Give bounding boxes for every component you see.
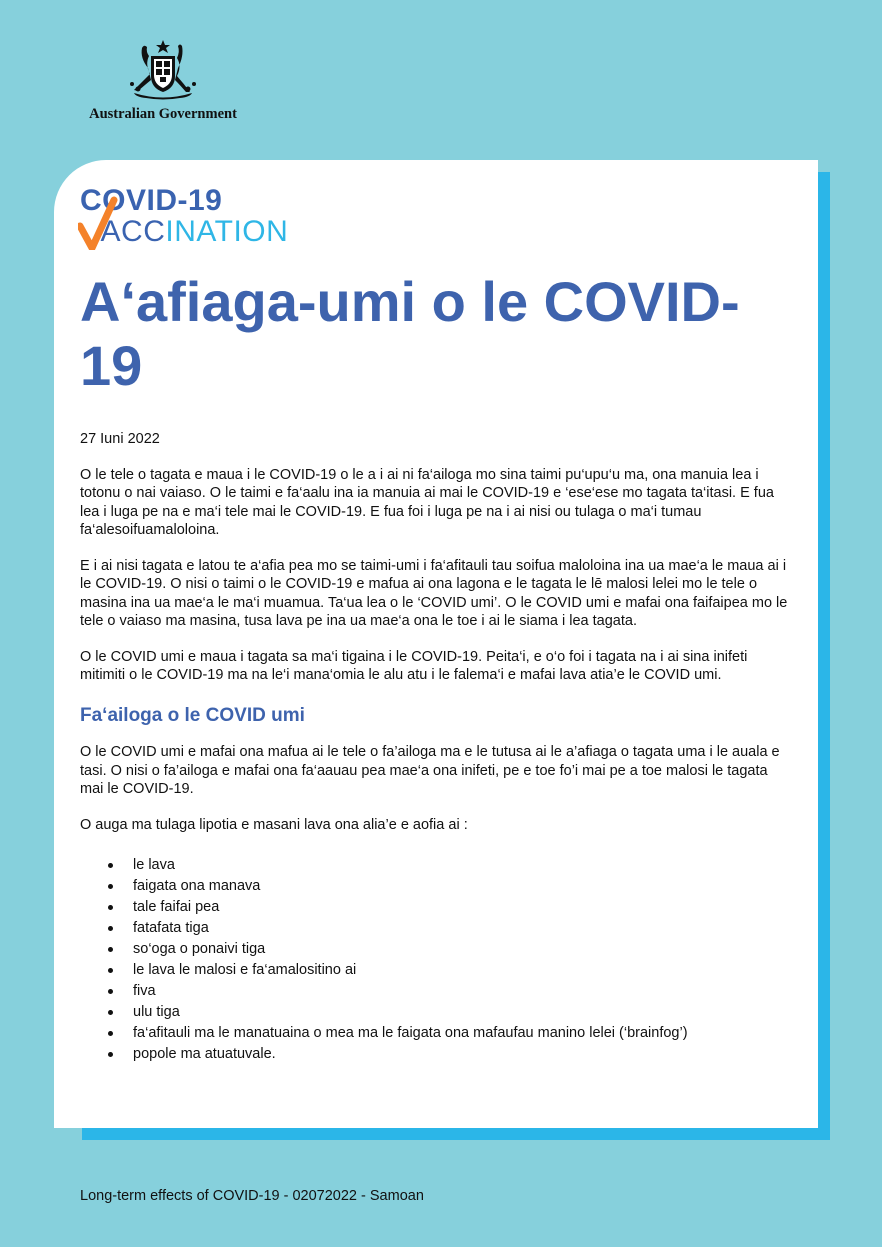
list-item: popole ma atuatuvale. xyxy=(108,1044,794,1065)
section-paragraph-1: O le COVID umi e mafai ona mafua ai le tele o fa’ailoga ma e le tutusa ai le a’afiaga o tagata uma i le auala e tasi. O nisi o fa’ailoga e mafai ona fa‘aauau pea mae‘a ona inifeti, pe e toe fo’i mai pe a toe malosi le tagata mai le COVID-19. xyxy=(80,744,780,797)
logo-line-covid: COVID-19 xyxy=(80,184,223,217)
symptom-list xyxy=(80,855,794,1065)
coat-of-arms-icon xyxy=(120,38,206,102)
government-branding xyxy=(80,38,246,123)
logo-acc: ACC xyxy=(100,215,166,248)
list-item: le lava le malosi e fa‘amalositino ai xyxy=(108,960,794,981)
document-date: 27 Iuni 2022 xyxy=(80,431,160,447)
section-heading: Fa‘ailoga o le COVID umi xyxy=(80,704,305,726)
document-body xyxy=(80,430,794,1065)
paragraph-3: O le COVID umi e maua i tagata sa ma‘i tigaina i le COVID-19. Peita‘i, e o‘o foi i tagata na i ai sina inifeti mitimiti o le COVID-19 ma na le‘i mana‘omia le alu atu i le falema‘i e mafai lava atia’e le COVID umi. xyxy=(80,648,748,683)
checkmark-icon xyxy=(78,196,118,250)
government-label: Australian Government xyxy=(89,106,237,122)
list-item: ulu tiga xyxy=(108,1002,794,1023)
page-title: A‘afiaga-umi o le COVID-19 xyxy=(80,270,740,397)
covid-vaccination-logo xyxy=(80,186,288,248)
paragraph-2: E i ai nisi tagata e latou te a‘afia pea mo se taimi-umi i fa‘afitauli tau soifua maloloina ina ua mae‘a le maua ai i le COVID-19. O nisi o taimi o le COVID-19 e mafua ai ona lagona e le tagata le lē malosi lelei mo le tele o masina ina ua mae‘a le ma‘i muamua. Ta‘ua lea o le ‘COVID umi’. O le COVID umi e mafai ona faifaipea mo le tele o vaiaso ma masina, tusa lava pe ina ua mae‘a ona le toe i ai le siama i lea tagata. xyxy=(80,557,788,629)
list-item: tale faifai pea xyxy=(108,897,794,918)
list-item: so‘oga o ponaivi tiga xyxy=(108,939,794,960)
section-paragraph-2: O auga ma tulaga lipotia e masani lava ona alia’e e aofia ai : xyxy=(80,816,468,833)
logo-line-vaccination xyxy=(80,216,288,248)
list-item: fa‘afitauli ma le manatuaina o mea ma le faigata ona mafaufau manino lelei (‘brainfog’) xyxy=(108,1023,794,1044)
paragraph-1: O le tele o tagata e maua i le COVID-19 o le a i ai ni fa‘ailoga mo sina taimi pu‘upu‘u ma, ona manuia lea i totonu o nai vaiaso. O le taimi e fa‘aalu ina ia manuia ai mai le COVID-19 e ‘ese‘ese mo tagata ta‘itasi. E fua lea i luga pe na e ma‘i tele mai le COVID-19. E fua foi i luga pe na i ai nisi ou tulaga o ma‘i tumau fa‘alesoifuamaloloina. xyxy=(80,466,774,538)
list-item: le lava xyxy=(108,855,794,876)
logo-nation: INATION xyxy=(165,215,289,248)
list-item: fatafata tiga xyxy=(108,918,794,939)
list-item: faigata ona manava xyxy=(108,876,794,897)
list-item: fiva xyxy=(108,981,794,1002)
footer-text: Long-term effects of COVID-19 - 02072022 - Samoan xyxy=(80,1188,424,1204)
